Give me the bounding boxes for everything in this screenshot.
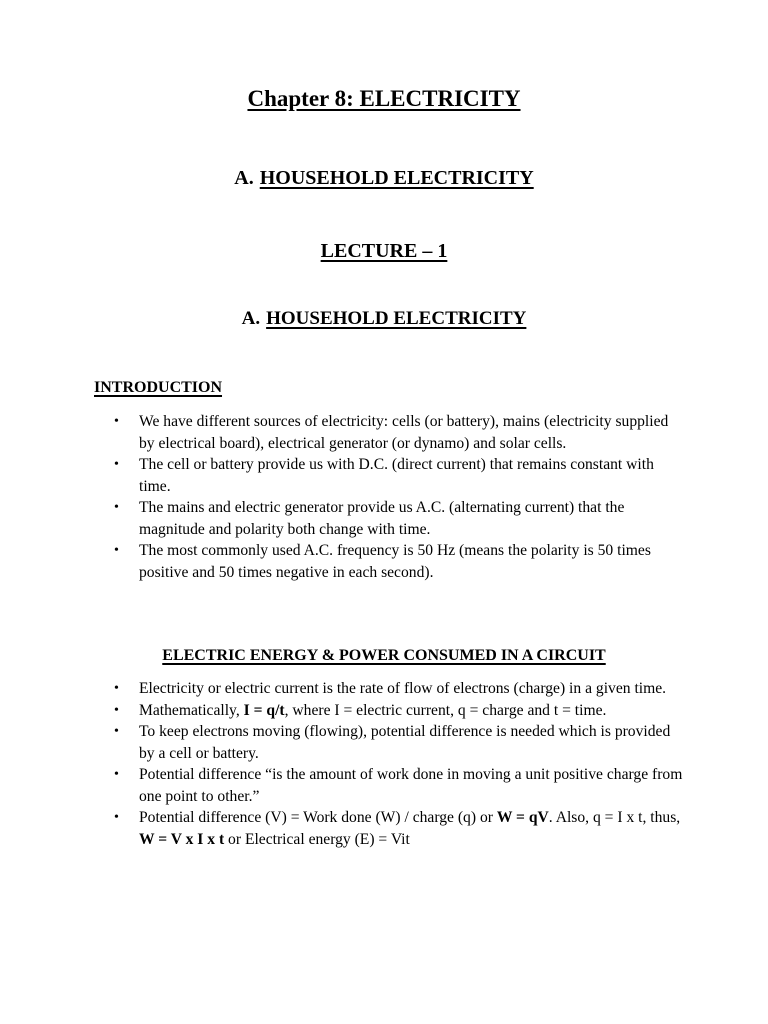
list-item-text: To keep electrons moving (flowing), potential difference is needed which is provided by a cell or battery.	[139, 723, 671, 762]
text-run: Mathematically,	[139, 701, 244, 719]
introduction-heading: INTRODUCTION	[94, 379, 223, 396]
section-title: HOUSEHOLD ELECTRICITY	[259, 167, 534, 189]
list-item	[114, 764, 684, 807]
section-heading-household	[0, 167, 768, 190]
list-item-text	[139, 809, 680, 848]
energy-power-list	[114, 678, 684, 850]
list-item	[114, 540, 684, 583]
formula-current: I = q/t	[243, 701, 285, 719]
text-run: Potential difference (V) = Work done (W) / charge (q) or	[139, 809, 497, 826]
list-item	[114, 678, 684, 700]
list-item	[114, 454, 684, 497]
bullet: •	[114, 543, 119, 558]
bullet: •	[114, 414, 119, 429]
bullet: •	[114, 810, 119, 825]
text-run: . Also, q = I x t, thus,	[548, 809, 681, 826]
list-item	[114, 700, 684, 722]
list-item	[114, 497, 684, 540]
section-prefix: A.	[234, 167, 254, 189]
bullet: •	[114, 767, 119, 782]
section-prefix: A.	[241, 308, 261, 329]
bullet: •	[114, 457, 119, 472]
list-item	[114, 411, 684, 454]
lecture-title: LECTURE – 1	[320, 240, 448, 262]
formula-energy: W = V x I x t	[139, 830, 225, 848]
formula-work: W = qV	[496, 809, 549, 826]
section-heading-household-repeat	[0, 308, 768, 330]
list-item-text: The mains and electric generator provide us A.C. (alternating current) that the magnitude and polarity both change with time.	[139, 499, 625, 538]
list-item-text: The cell or battery provide us with D.C. (direct current) that remains constant with time.	[139, 456, 654, 495]
energy-power-heading: ELECTRIC ENERGY & POWER CONSUMED IN A CIRCUIT	[162, 647, 606, 664]
list-item-text: Electricity or electric current is the rate of flow of electrons (charge) in a given time.	[139, 680, 667, 697]
list-item	[114, 721, 684, 764]
list-item-text: We have different sources of electricity: cells (or battery), mains (electricity supplied by electrical board), electrical generator (or dynamo) and solar cells.	[139, 413, 669, 452]
section-title: HOUSEHOLD ELECTRICITY	[266, 308, 527, 329]
list-item	[114, 807, 684, 850]
bullet: •	[114, 500, 119, 515]
energy-power-heading-row	[0, 647, 768, 665]
text-run: , where I = electric current, q = charge and t = time.	[284, 701, 607, 719]
list-item-text: Potential difference “is the amount of work done in moving a unit positive charge from one point to other.”	[139, 766, 683, 805]
bullet: •	[114, 724, 119, 739]
bullet: •	[114, 702, 119, 718]
chapter-title: Chapter 8: ELECTRICITY	[247, 86, 521, 111]
list-item-text	[139, 702, 606, 719]
text-run: or Electrical energy (E) = Vit	[224, 830, 410, 848]
list-item-text: The most commonly used A.C. frequency is 50 Hz (means the polarity is 50 times positive and 50 times negative in each second).	[139, 542, 651, 581]
introduction-list	[114, 411, 684, 583]
bullet: •	[114, 681, 119, 696]
